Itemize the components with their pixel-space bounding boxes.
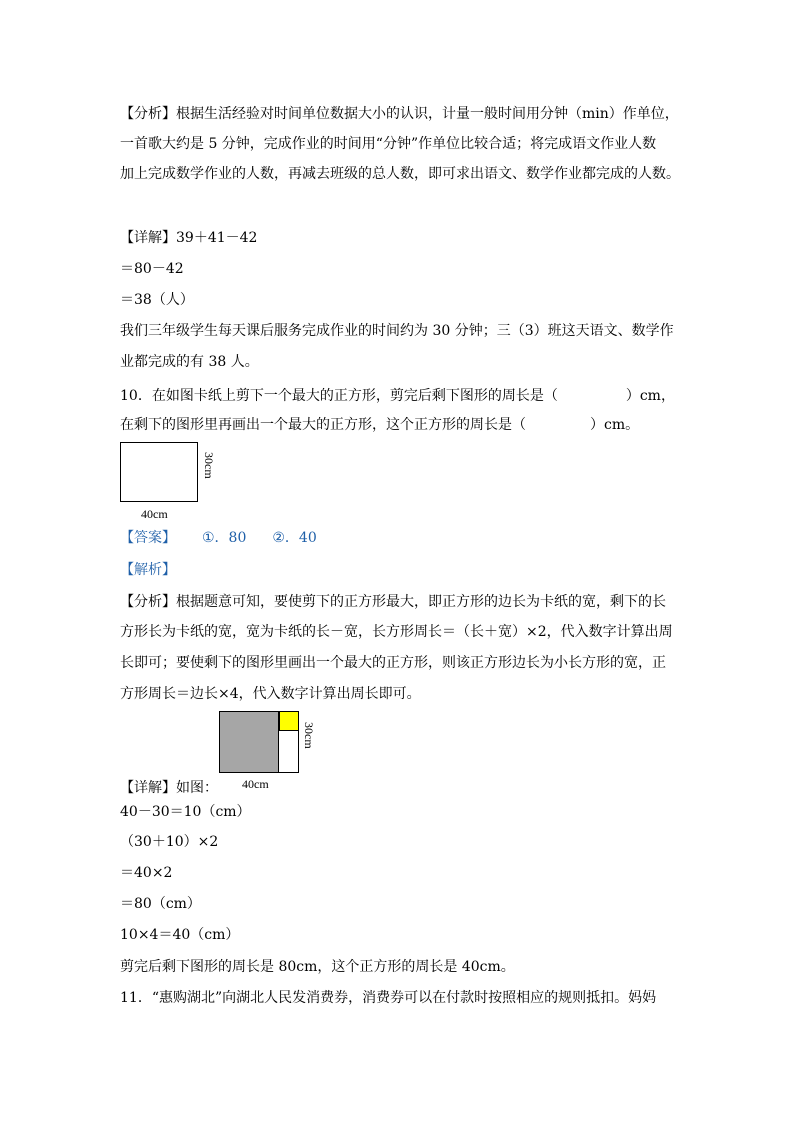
gray-square [220,712,279,772]
question-11-line-1: 11．“惠购湖北”向湖北人民发消费券，消费券可以在付款时按照相应的规则抵扣。妈妈 [120,990,657,1006]
detail-2-line-2: 40－30＝10（cm） [120,804,251,820]
card-width-label: 40cm [141,507,168,521]
jiexi-tag: 【解析】 [120,562,176,578]
question-10-prefix: 10．在如图 [120,388,194,404]
detail-1-line-2: ＝80－42 [120,261,184,277]
analysis-2-line-3: 长即可；要使剩下的图形里画出一个最大的正方形，则该正方形边长为小长方形的宽，正 [120,655,666,671]
question-10-line-2 [120,415,639,435]
detail-1-line-1: 【详解】39＋41－42 [120,230,258,246]
analysis-2-line-4: 方形周长＝边长×4，代入数字计算出周长即可。 [120,686,421,702]
question-10-text: 卡纸上剪下一个最大的正方形，剪完后剩下图形的周长是（ [193,388,558,404]
analysis-2-line-1: 【分析】根据题意可知，要使剪下的正方形最大，即正方形的边长为卡纸的宽，剩下的长 [120,594,666,610]
analysis-1-line-3: 加上完成数学作业的人数，再减去班级的总人数，即可求出语文、数学作业都完成的人数。 [120,166,680,182]
yellow-square [279,712,298,731]
question-10-unit-2: ）cm。 [590,417,640,433]
question-10-line-1 [120,386,675,406]
question-10-unit-1: ）cm， [625,388,675,404]
analysis-1-line-1: 【分析】根据生活经验对时间单位数据大小的认识，计量一般时间用分钟（min）作单位， [120,106,679,122]
analysis-1-line-2: 一首歌大约是 5 分钟，完成作业的时间用“分钟”作单位比较合适；将完成语文作业人数 [120,136,657,152]
answer-tag: 【答案】 [120,530,176,546]
detail-1-line-5: 业都完成的有 38 人。 [120,354,259,370]
card-height-label: 30cm [202,452,216,479]
cut-diagram-figure [219,711,299,773]
analysis-2-line-2: 方形长为卡纸的宽，宽为卡纸的长－宽，长方形周长＝（长＋宽）×2，代入数字计算出周 [120,624,673,640]
detail-2-line-6: 10×4＝40（cm） [120,927,240,943]
cut-diagram-width-label: 40cm [242,777,269,791]
cut-diagram-height-label: 30cm [302,722,316,749]
answer-2: ②．40 [272,530,317,546]
detail-2-line-4: ＝40×2 [120,865,173,881]
answer-1: ①．80 [202,530,247,546]
detail-1-line-3: ＝38（人） [120,292,194,308]
card-rectangle-figure [120,442,198,502]
detail-2-line-7: 剪完后剩下图形的周长是 80cm，这个正方形的周长是 40cm。 [120,959,515,975]
detail-1-line-4: 我们三年级学生每天课后服务完成作业的时间约为 30 分钟；三（3）班这天语文、数学作 [120,323,674,339]
detail-2-line-3: （30＋10）×2 [120,834,219,850]
detail-2-line-5: ＝80（cm） [120,896,201,912]
question-10-text-2: 在剩下的图形里再画出一个最大的正方形，这个正方形的周长是（ [120,417,526,433]
detail-2-line-1: 【详解】如图： [120,780,218,796]
answer-row [120,528,317,548]
